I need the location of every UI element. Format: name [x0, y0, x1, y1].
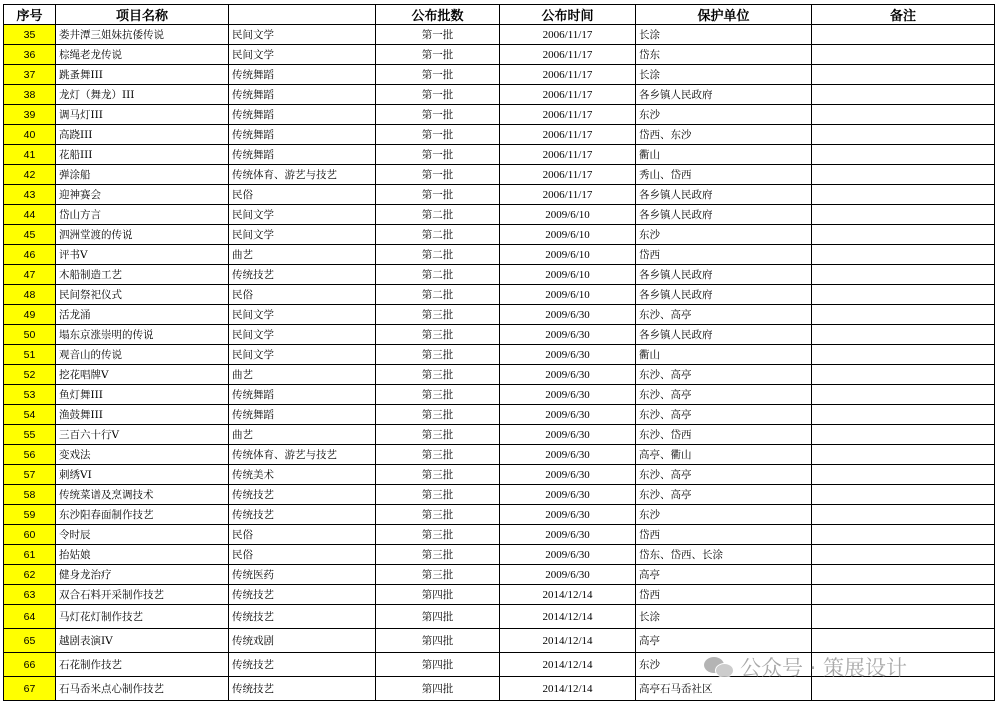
cell-batch: 第一批: [376, 125, 500, 145]
cell-publish-date: 2009/6/30: [500, 525, 636, 545]
cell-batch: 第一批: [376, 185, 500, 205]
cell-index: 36: [4, 45, 56, 65]
cell-remarks: [812, 425, 995, 445]
table-row: [4, 245, 995, 265]
cell-index: 67: [4, 677, 56, 701]
cell-publish-date: 2006/11/17: [500, 65, 636, 85]
cell-project-name: 调马灯III: [56, 105, 229, 125]
table-row: [4, 85, 995, 105]
cell-batch: 第三批: [376, 385, 500, 405]
cell-category: 民俗: [229, 285, 376, 305]
cell-batch: 第三批: [376, 505, 500, 525]
cell-batch: 第二批: [376, 265, 500, 285]
table-row: [4, 629, 995, 653]
table-row: [4, 345, 995, 365]
cell-category: 传统技艺: [229, 485, 376, 505]
cell-batch: 第二批: [376, 225, 500, 245]
cell-index: 41: [4, 145, 56, 165]
cell-batch: 第三批: [376, 425, 500, 445]
cell-publish-date: 2009/6/30: [500, 465, 636, 485]
cell-project-name: 鱼灯舞III: [56, 385, 229, 405]
cell-publish-date: 2009/6/10: [500, 205, 636, 225]
cell-publish-date: 2014/12/14: [500, 677, 636, 701]
cell-index: 53: [4, 385, 56, 405]
cell-remarks: [812, 185, 995, 205]
cell-publish-date: 2006/11/17: [500, 165, 636, 185]
cell-protection-unit: 秀山、岱西: [636, 165, 812, 185]
cell-index: 52: [4, 365, 56, 385]
cell-category: 传统舞蹈: [229, 105, 376, 125]
cell-index: 54: [4, 405, 56, 425]
cell-publish-date: 2006/11/17: [500, 45, 636, 65]
cell-publish-date: 2009/6/30: [500, 485, 636, 505]
cell-protection-unit: 岱东: [636, 45, 812, 65]
cell-publish-date: 2009/6/30: [500, 445, 636, 465]
cell-remarks: [812, 365, 995, 385]
cell-protection-unit: 东沙、高亭: [636, 385, 812, 405]
cell-index: 46: [4, 245, 56, 265]
cell-category: 传统技艺: [229, 677, 376, 701]
cell-publish-date: 2009/6/10: [500, 225, 636, 245]
cell-index: 62: [4, 565, 56, 585]
table-row: [4, 585, 995, 605]
cell-publish-date: 2006/11/17: [500, 85, 636, 105]
cell-index: 61: [4, 545, 56, 565]
cell-index: 59: [4, 505, 56, 525]
header-protection-unit: 保护单位: [636, 5, 812, 25]
cell-index: 45: [4, 225, 56, 245]
cell-index: 58: [4, 485, 56, 505]
cell-project-name: 三百六十行V: [56, 425, 229, 445]
cell-batch: 第二批: [376, 285, 500, 305]
cell-protection-unit: 东沙: [636, 653, 812, 677]
cell-category: 传统体育、游艺与技艺: [229, 165, 376, 185]
cell-category: 民间文学: [229, 45, 376, 65]
cell-category: 民俗: [229, 525, 376, 545]
table-row: [4, 385, 995, 405]
cell-index: 56: [4, 445, 56, 465]
table-row: [4, 445, 995, 465]
cell-protection-unit: 岱西: [636, 525, 812, 545]
cell-index: 43: [4, 185, 56, 205]
cell-remarks: [812, 265, 995, 285]
table-row: [4, 485, 995, 505]
cell-publish-date: 2009/6/30: [500, 505, 636, 525]
cell-protection-unit: 高亭石马岙社区: [636, 677, 812, 701]
cell-project-name: 传统菜谱及烹调技术: [56, 485, 229, 505]
cell-index: 42: [4, 165, 56, 185]
table-row: [4, 505, 995, 525]
cell-index: 37: [4, 65, 56, 85]
cell-batch: 第三批: [376, 545, 500, 565]
cell-batch: 第三批: [376, 305, 500, 325]
header-batch: 公布批数: [376, 5, 500, 25]
cell-index: 60: [4, 525, 56, 545]
cell-batch: 第一批: [376, 165, 500, 185]
cell-project-name: 泗洲堂渡的传说: [56, 225, 229, 245]
cell-batch: 第二批: [376, 205, 500, 225]
table-row: [4, 25, 995, 45]
cell-protection-unit: 东沙、高亭: [636, 405, 812, 425]
cell-project-name: 变戏法: [56, 445, 229, 465]
cell-remarks: [812, 565, 995, 585]
cell-category: 民间文学: [229, 325, 376, 345]
cell-category: 传统舞蹈: [229, 385, 376, 405]
cell-remarks: [812, 25, 995, 45]
cell-index: 48: [4, 285, 56, 305]
cell-index: 39: [4, 105, 56, 125]
cell-project-name: 花船III: [56, 145, 229, 165]
cell-publish-date: 2009/6/10: [500, 245, 636, 265]
cell-publish-date: 2014/12/14: [500, 653, 636, 677]
cell-index: 44: [4, 205, 56, 225]
cell-index: 38: [4, 85, 56, 105]
header-index: 序号: [4, 5, 56, 25]
table-row: [4, 265, 995, 285]
cell-project-name: 塌东京涨崇明的传说: [56, 325, 229, 345]
cell-remarks: [812, 525, 995, 545]
cell-protection-unit: 各乡镇人民政府: [636, 285, 812, 305]
header-publish-date: 公布时间: [500, 5, 636, 25]
cell-batch: 第三批: [376, 525, 500, 545]
cell-category: 传统技艺: [229, 585, 376, 605]
wechat-icon: [704, 655, 734, 679]
table-row: [4, 145, 995, 165]
cell-remarks: [812, 125, 995, 145]
cell-index: 35: [4, 25, 56, 45]
cell-category: 传统舞蹈: [229, 145, 376, 165]
cell-index: 47: [4, 265, 56, 285]
cell-index: 57: [4, 465, 56, 485]
cell-publish-date: 2009/6/30: [500, 385, 636, 405]
watermark: [704, 652, 907, 682]
cell-publish-date: 2006/11/17: [500, 145, 636, 165]
cell-batch: 第二批: [376, 245, 500, 265]
cell-remarks: [812, 465, 995, 485]
cell-category: 传统舞蹈: [229, 125, 376, 145]
cell-protection-unit: 高亭: [636, 629, 812, 653]
cell-remarks: [812, 65, 995, 85]
cell-project-name: 木船制造工艺: [56, 265, 229, 285]
cell-category: 传统美术: [229, 465, 376, 485]
table-row: [4, 405, 995, 425]
cell-protection-unit: 长涂: [636, 25, 812, 45]
cell-publish-date: 2009/6/10: [500, 265, 636, 285]
cell-batch: 第三批: [376, 465, 500, 485]
cell-index: 64: [4, 605, 56, 629]
cell-publish-date: 2006/11/17: [500, 105, 636, 125]
cell-batch: 第一批: [376, 85, 500, 105]
cell-project-name: 石马岙米点心制作技艺: [56, 677, 229, 701]
cell-remarks: [812, 629, 995, 653]
cell-remarks: [812, 205, 995, 225]
cell-index: 49: [4, 305, 56, 325]
cell-remarks: [812, 505, 995, 525]
table-row: [4, 465, 995, 485]
cell-protection-unit: 东沙、高亭: [636, 305, 812, 325]
cell-protection-unit: 岱西、东沙: [636, 125, 812, 145]
table-row: [4, 105, 995, 125]
cell-category: 传统技艺: [229, 505, 376, 525]
cell-batch: 第三批: [376, 325, 500, 345]
cell-batch: 第三批: [376, 445, 500, 465]
cell-project-name: 评书V: [56, 245, 229, 265]
cell-category: 曲艺: [229, 245, 376, 265]
cell-protection-unit: 衢山: [636, 145, 812, 165]
cell-protection-unit: 衢山: [636, 345, 812, 365]
cell-publish-date: 2009/6/10: [500, 285, 636, 305]
cell-project-name: 弹涂船: [56, 165, 229, 185]
cell-category: 传统技艺: [229, 653, 376, 677]
cell-publish-date: 2009/6/30: [500, 305, 636, 325]
cell-index: 65: [4, 629, 56, 653]
cell-protection-unit: 东沙、高亭: [636, 365, 812, 385]
cell-index: 66: [4, 653, 56, 677]
table-row: [4, 165, 995, 185]
cell-project-name: 挖花唱牌V: [56, 365, 229, 385]
cell-project-name: 双合石料开采制作技艺: [56, 585, 229, 605]
cell-project-name: 马灯花灯制作技艺: [56, 605, 229, 629]
cell-remarks: [812, 245, 995, 265]
cell-batch: 第三批: [376, 345, 500, 365]
header-remarks: 备注: [812, 5, 995, 25]
cell-batch: 第四批: [376, 605, 500, 629]
cell-category: 传统戏剧: [229, 629, 376, 653]
cell-protection-unit: 各乡镇人民政府: [636, 205, 812, 225]
table-row: [4, 425, 995, 445]
cell-remarks: [812, 285, 995, 305]
cell-project-name: 活龙涌: [56, 305, 229, 325]
cell-project-name: 棕绳老龙传说: [56, 45, 229, 65]
cell-remarks: [812, 405, 995, 425]
cell-remarks: [812, 305, 995, 325]
cell-protection-unit: 岱西: [636, 585, 812, 605]
cell-project-name: 健身龙治疗: [56, 565, 229, 585]
cell-batch: 第一批: [376, 105, 500, 125]
cell-remarks: [812, 325, 995, 345]
cell-project-name: 迎神赛会: [56, 185, 229, 205]
cell-project-name: 高跷III: [56, 125, 229, 145]
cell-batch: 第四批: [376, 629, 500, 653]
table-row: [4, 365, 995, 385]
cell-category: 民间文学: [229, 305, 376, 325]
cell-project-name: 刺绣VI: [56, 465, 229, 485]
cell-category: 民间文学: [229, 25, 376, 45]
cell-project-name: 跳蚤舞III: [56, 65, 229, 85]
cell-category: 传统舞蹈: [229, 65, 376, 85]
cell-project-name: 令时辰: [56, 525, 229, 545]
cell-category: 传统技艺: [229, 605, 376, 629]
cell-project-name: 龙灯（舞龙）III: [56, 85, 229, 105]
cell-protection-unit: 东沙、高亭: [636, 485, 812, 505]
cell-remarks: [812, 385, 995, 405]
cell-project-name: 石花制作技艺: [56, 653, 229, 677]
table-row: [4, 545, 995, 565]
cell-remarks: [812, 85, 995, 105]
cell-category: 曲艺: [229, 365, 376, 385]
cell-batch: 第一批: [376, 45, 500, 65]
cell-protection-unit: 岱西: [636, 245, 812, 265]
table-row: [4, 65, 995, 85]
table-row: [4, 325, 995, 345]
table-row: [4, 205, 995, 225]
cell-remarks: [812, 45, 995, 65]
cell-remarks: [812, 485, 995, 505]
cell-batch: 第一批: [376, 145, 500, 165]
cell-protection-unit: 各乡镇人民政府: [636, 325, 812, 345]
table-row: [4, 185, 995, 205]
cell-protection-unit: 高亭、衢山: [636, 445, 812, 465]
cell-remarks: [812, 225, 995, 245]
cell-protection-unit: 高亭: [636, 565, 812, 585]
cell-index: 40: [4, 125, 56, 145]
cell-remarks: [812, 445, 995, 465]
cell-protection-unit: 各乡镇人民政府: [636, 265, 812, 285]
cell-publish-date: 2009/6/30: [500, 345, 636, 365]
cell-batch: 第三批: [376, 565, 500, 585]
cell-project-name: 岱山方言: [56, 205, 229, 225]
cell-category: 民间文学: [229, 205, 376, 225]
cell-remarks: [812, 165, 995, 185]
heritage-table: [3, 4, 995, 701]
cell-protection-unit: 各乡镇人民政府: [636, 185, 812, 205]
cell-project-name: 娄井潭三姐妹抗倭传说: [56, 25, 229, 45]
cell-remarks: [812, 145, 995, 165]
cell-publish-date: 2014/12/14: [500, 585, 636, 605]
cell-batch: 第四批: [376, 653, 500, 677]
table-row: [4, 285, 995, 305]
cell-category: 民俗: [229, 185, 376, 205]
table-body: [4, 25, 995, 701]
cell-batch: 第三批: [376, 485, 500, 505]
cell-index: 63: [4, 585, 56, 605]
cell-project-name: 越剧表演IV: [56, 629, 229, 653]
cell-remarks: [812, 605, 995, 629]
cell-project-name: 渔鼓舞III: [56, 405, 229, 425]
cell-category: 民俗: [229, 545, 376, 565]
cell-project-name: 观音山的传说: [56, 345, 229, 365]
cell-category: 传统医药: [229, 565, 376, 585]
cell-project-name: 东沙阳春面制作技艺: [56, 505, 229, 525]
cell-protection-unit: 各乡镇人民政府: [636, 85, 812, 105]
cell-category: 曲艺: [229, 425, 376, 445]
cell-protection-unit: 岱东、岱西、长涂: [636, 545, 812, 565]
cell-batch: 第四批: [376, 585, 500, 605]
cell-batch: 第四批: [376, 677, 500, 701]
cell-category: 传统技艺: [229, 265, 376, 285]
cell-protection-unit: 长涂: [636, 605, 812, 629]
cell-publish-date: 2009/6/30: [500, 565, 636, 585]
table-row: [4, 225, 995, 245]
cell-index: 51: [4, 345, 56, 365]
cell-category: 民间文学: [229, 225, 376, 245]
watermark-text: 公众号 · 策展设计: [740, 656, 908, 680]
cell-index: 55: [4, 425, 56, 445]
cell-remarks: [812, 105, 995, 125]
cell-protection-unit: 东沙: [636, 505, 812, 525]
header-row: [4, 5, 995, 25]
cell-publish-date: 2009/6/30: [500, 325, 636, 345]
cell-category: 民间文学: [229, 345, 376, 365]
cell-batch: 第一批: [376, 65, 500, 85]
cell-index: 50: [4, 325, 56, 345]
cell-publish-date: 2006/11/17: [500, 185, 636, 205]
table-row: [4, 605, 995, 629]
cell-publish-date: 2009/6/30: [500, 425, 636, 445]
header-category: [229, 5, 376, 25]
table-row: [4, 45, 995, 65]
cell-publish-date: 2009/6/30: [500, 365, 636, 385]
cell-protection-unit: 东沙、高亭: [636, 465, 812, 485]
cell-category: 传统舞蹈: [229, 405, 376, 425]
cell-publish-date: 2014/12/14: [500, 629, 636, 653]
cell-protection-unit: 长涂: [636, 65, 812, 85]
cell-publish-date: 2006/11/17: [500, 125, 636, 145]
cell-category: 传统舞蹈: [229, 85, 376, 105]
header-project-name: 项目名称: [56, 5, 229, 25]
cell-batch: 第三批: [376, 365, 500, 385]
cell-project-name: 抬姑娘: [56, 545, 229, 565]
table-row: [4, 125, 995, 145]
cell-publish-date: 2009/6/30: [500, 545, 636, 565]
cell-remarks: [812, 585, 995, 605]
cell-publish-date: 2014/12/14: [500, 605, 636, 629]
cell-protection-unit: 东沙: [636, 105, 812, 125]
cell-protection-unit: 东沙、岱西: [636, 425, 812, 445]
cell-remarks: [812, 545, 995, 565]
table-row: [4, 305, 995, 325]
cell-batch: 第一批: [376, 25, 500, 45]
cell-batch: 第三批: [376, 405, 500, 425]
cell-publish-date: 2006/11/17: [500, 25, 636, 45]
cell-project-name: 民间祭祀仪式: [56, 285, 229, 305]
cell-remarks: [812, 345, 995, 365]
cell-category: 传统体育、游艺与技艺: [229, 445, 376, 465]
table-row: [4, 565, 995, 585]
cell-protection-unit: 东沙: [636, 225, 812, 245]
table-row: [4, 525, 995, 545]
cell-publish-date: 2009/6/30: [500, 405, 636, 425]
